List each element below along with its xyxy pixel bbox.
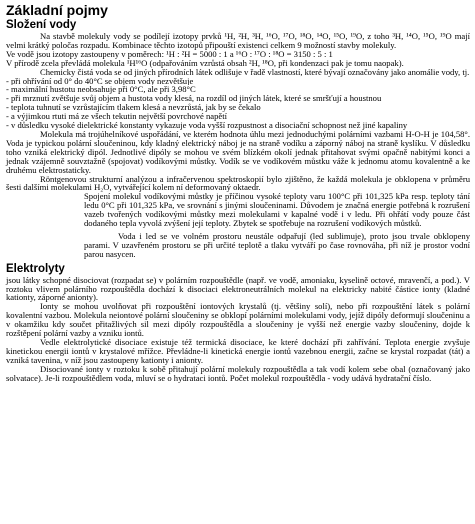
paragraph-ions: Ionty se mohou uvolňovat při rozpouštění iontových krystalů (tj. většiny solí), nebo při rozpouštění látek s polární kovalentní vazbou. Molekula neiontové polární sloučeniny se obklopí polárními molekulami vody, jejíž dipóly deformují sloučeninu a v okamžiku kdy součet přitažlivých sil mezi dipóly rozpouštědla a sloučeniny je vyšší než energie vazby sloučeniny, dojde k rozštěpení polární vazby a vzniku iontů. [6,301,470,339]
list-item: - a výjimkou rtuti má ze všech tekutin největší povrchové napětí [6,112,227,122]
paragraph-isotopes: Na stavbě molekuly vody se podílejí izotopy prvků ¹H, ²H, ³H, ¹⁶O, ¹⁷O, ¹⁸O, ¹⁴O, ¹⁵O, ¹⁹O, z toho ³H, ¹⁴O, ¹⁵O, ¹⁹O mají velmi krátký poločas rozpadu. Kombinace těchto izotopů připouští existenci celkem 9 možností stavby molekuly. [6,31,470,50]
page-title: Základní pojmy [6,2,108,18]
section-heading-electrolytes: Elektrolyty [6,262,65,275]
list-item: - v důsledku vysoké dielektrické konstanty vykazuje voda vyšší rozpustnost a disociační schopnost než jiné kapaliny [6,120,408,131]
indented-block [6,192,470,258]
paragraph-structure: Molekula má trojúhelníkové uspořádání, ve kterém hodnota úhlu mezi jednoduchými polárními vazbami H-O-H je 104,58°. Voda je typickou polární sloučeninou, kdy kladný elektrický náboj je na straně vodíku a záporný náboj na straně kyslíku. V důsledku toho vzniká elektrický dipól. Jednotlivé dipóly se mohou ve svém blízkém okolí jednak přitahovat svými opačně nabitými konci a jednak vzájemně souvztažně (spojovat) vodíkovými můstky. Vodík se ve vodíkovém můstku váže k jednomu atomu kovalentně a ke druhému elektrostaticky. [6,128,470,175]
list-item: - teplota tuhnutí se vzrůstajícím tlakem klesá a nevzrůstá, jak by se čekalo [6,103,261,113]
paragraph-evaporation: Voda i led se ve volném prostoru neustále odpařují (led sublimuje), proto jsou trvale obklopeny parami. V uzavřeném prostoru se při určité teplotě a tlaku vytváří po čase rovnováha, při níž je prostor vodní parou nasycen. [84,230,470,259]
section-heading-water: Složení vody [6,19,77,31]
paragraph-anomalies: Chemicky čistá voda se od jiných přírodních látek odlišuje v řadě vlastností, které bývají označovány jako anomálie vody, tj. [40,66,470,77]
paragraph-hydrogen-bonds: Spojení molekul vodíkovými můstky je příčinou vysoké teploty varu 100°C při 101,325 kPa resp. teploty tání ledu 0°C při 101,325 kPa, ve srovnání s jinými sloučeninami. Důvodem je značná energie potřebná k rozrušení vazeb tvořených vodíkovými můstky mezi molekulami v kapalné vodě i v ledu. Při ohřátí vody pouze část dodaného tepla vyvolá zvýšení její teploty. Zbytek se spotřebuje na rozrušení vodíkových můstků. [84,191,470,229]
list-item: - při ohřívání od 0° do 40°C se objem vody nezvětšuje [6,76,194,86]
paragraph-electrolytes-def: jsou látky schopné disociovat (rozpadat se) v polárním rozpouštědle (např. ve vodě, amoniaku, kyselině octové, mravenčí, a pod.). V roztoku vlivem polárního rozpouštědla dochází k disociaci elektroneutrálních molekul na elektricky nabité částice ionty (kladné kationty, záporné anionty). [6,274,470,303]
paragraph-solvation: Disociované ionty v roztoku k sobě přitahují polární molekuly rozpouštědla a tak vodí kolem sebe obal (označovaný jako solvatace). Je-li rozpouštědlem voda, mluví se o hydrataci iontů. Počet molekul rozpouštědla - vody udává hydratační číslo. [6,363,470,383]
anomalies-list [6,77,470,130]
list-item: - při mrznutí zvětšuje svůj objem a hustota vody klesá, na rozdíl od jiných látek, které se smršťují a houstnou [6,94,382,104]
paragraph-thermal: Vedle elektrolytické disociace existuje též termická disociace, ke které dochází při zahřívání. Teplota energie zvyšuje kinetickou energii iontů v krystalové mřížce. Převládne-li kinetická energie iontů vazebnou energii, začne se krystal rozpadat (tát) a vzniká tavenina, v níž jsou zastoupeny kationty i anionty. [6,337,470,365]
paragraph-xray: Röntgenovou strukturní analýzou a infračervenou spektroskopií bylo zjištěno, že každá molekula je obklopena v průměru šesti dalšími molekulami H₂O, vytvářející kolem ní deformovaný oktaedr. [6,173,470,193]
paragraph-prevalence: V přírodě zcela převládá molekula ¹H¹⁶O (odpařováním vzrůstá obsah ²H, ¹⁸O, při kondenzaci pak je tomu naopak). [6,57,404,68]
list-item: - maximální hustotu neobsahuje při 0°C, ale při 3,98°C [6,85,196,95]
paragraph-ratios: Ve vodě jsou izotopy zastoupeny v poměrech: ¹H : ²H = 5000 : 1 a ¹⁶O : ¹⁷O : ¹⁸O = 3150 : 5 : 1 [6,48,333,59]
